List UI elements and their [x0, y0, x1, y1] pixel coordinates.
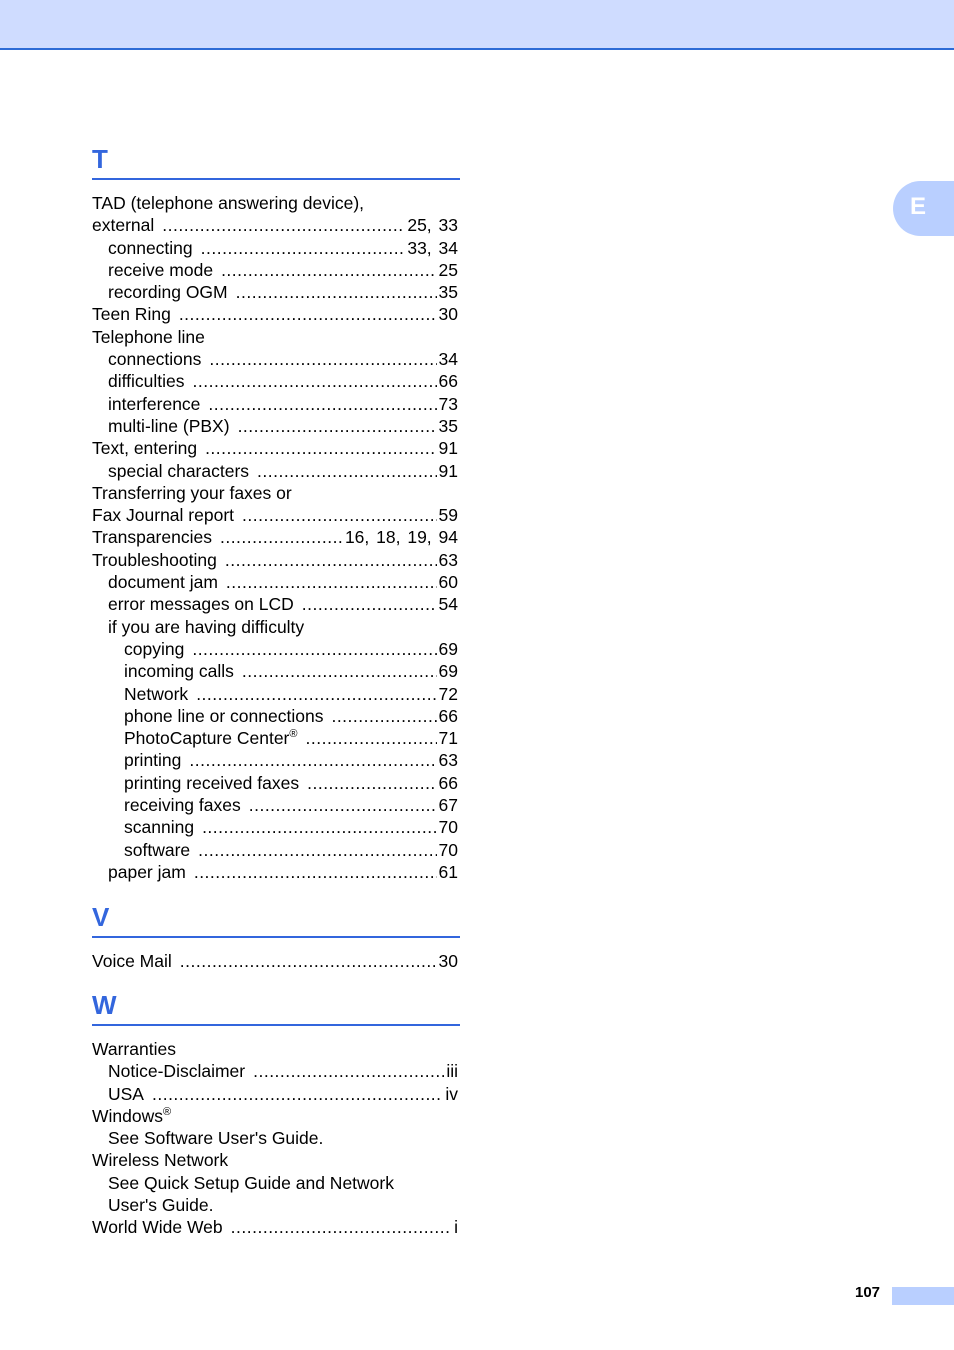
dot-leader: [179, 303, 437, 325]
entry-term-text: special characters: [108, 460, 250, 481]
entry-page-ref[interactable]: iv: [445, 1083, 458, 1104]
entry-term-text: Wireless Network: [92, 1150, 229, 1171]
page-number: 107: [855, 1284, 881, 1301]
dot-leader: [236, 281, 437, 303]
dot-leader: [242, 504, 437, 526]
entry-term-text: PhotoCapture Center: [124, 728, 290, 749]
index-entry: [92, 1038, 458, 1060]
entry-term-text: paper jam: [108, 861, 186, 882]
dot-leader: [238, 415, 437, 437]
footer-band: [892, 1287, 954, 1305]
entry-term: [108, 1194, 213, 1216]
section-letter: W: [92, 990, 117, 1020]
entry-term: [124, 683, 188, 705]
entry-page-ref[interactable]: i: [454, 1217, 458, 1238]
entry-page-ref[interactable]: 60: [438, 572, 458, 593]
entry-term-text: Warranties: [92, 1039, 176, 1059]
index-entry: [92, 370, 458, 392]
section-letter: T: [92, 144, 108, 174]
entry-term-text: USA: [108, 1083, 144, 1104]
entry-term: [92, 437, 197, 459]
entry-term: [92, 504, 234, 526]
entry-term-text: if you are having difficulty: [108, 616, 305, 637]
index-entry: [92, 727, 458, 749]
section-divider: [92, 178, 460, 180]
entry-term-text: recording OGM: [108, 282, 228, 303]
entry-term-text: incoming calls: [124, 661, 234, 682]
entry-term: [108, 393, 200, 415]
index-entry: [92, 1127, 458, 1149]
entry-page-ref[interactable]: 30: [438, 951, 458, 971]
dot-leader: [225, 549, 437, 571]
entry-term-text: World Wide Web: [92, 1217, 223, 1238]
index-entry: [92, 214, 458, 236]
entry-term: [108, 1060, 245, 1082]
entry-term: [92, 303, 171, 325]
dot-leader: [257, 460, 436, 482]
entry-term-text: interference: [108, 393, 201, 414]
dot-leader: [226, 571, 437, 593]
index-section-t: [92, 144, 460, 883]
entry-term: [108, 593, 294, 615]
entry-page-ref[interactable]: 66: [438, 371, 458, 392]
entry-page-ref[interactable]: 69: [438, 638, 458, 659]
entry-term: [124, 839, 190, 861]
section-entries: [92, 1038, 460, 1239]
entry-term: [124, 749, 181, 771]
dot-leader: [193, 370, 437, 392]
entry-term: [108, 237, 193, 259]
entry-page-ref[interactable]: iii: [446, 1061, 458, 1082]
entry-term: [92, 526, 212, 548]
entry-term-text: error messages on LCD: [108, 594, 294, 615]
index-entry: [92, 772, 458, 794]
entry-term-text: phone line or connections: [124, 705, 324, 726]
index-entry: [92, 816, 458, 838]
entry-term-text: scanning: [124, 817, 195, 838]
entry-term-text: connecting: [108, 237, 193, 258]
entry-term-text: connections: [108, 349, 202, 370]
dot-leader: [198, 839, 436, 861]
entry-page-ref[interactable]: 73: [438, 393, 458, 414]
index-entry: [92, 705, 458, 727]
entry-term-text: Troubleshooting: [92, 549, 217, 570]
dot-leader: [189, 749, 436, 771]
dot-leader: [152, 1083, 443, 1105]
entry-term-text: external: [92, 215, 155, 236]
index-entry: [92, 593, 458, 615]
dot-leader: [209, 348, 436, 370]
entry-term-text: Teen Ring: [92, 304, 171, 325]
index-entry: [92, 950, 458, 972]
entry-term: [108, 348, 201, 370]
index-entry: [92, 237, 458, 259]
entry-page-ref[interactable]: 54: [438, 594, 458, 615]
entry-term: [92, 214, 154, 236]
index-entry: [92, 549, 458, 571]
index-entry: [92, 794, 458, 816]
index-entry: [92, 1172, 458, 1194]
entry-page-ref[interactable]: 67: [438, 795, 458, 816]
index-entry: [92, 348, 458, 370]
chapter-tab[interactable]: [893, 181, 954, 236]
dot-leader: [302, 593, 437, 615]
entry-page-ref[interactable]: 35: [438, 282, 458, 303]
entry-term-text: Notice-Disclaimer: [108, 1061, 246, 1082]
entry-term: [108, 460, 249, 482]
entry-term-text: receiving faxes: [124, 795, 241, 816]
entry-term: [92, 326, 205, 348]
entry-term: [92, 482, 292, 504]
dot-leader: [220, 526, 343, 548]
dot-leader: [231, 1216, 452, 1238]
index-entry: [92, 1216, 458, 1238]
entry-term-text: Transparencies: [92, 527, 212, 548]
chapter-tab-letter: E: [910, 193, 927, 220]
entry-term-text: document jam: [108, 572, 218, 593]
entry-page-ref[interactable]: 25, 33: [407, 215, 458, 236]
entry-term: [92, 1216, 223, 1238]
dot-leader: [242, 660, 437, 682]
dot-leader: [196, 683, 436, 705]
section-divider: [92, 1024, 460, 1026]
index-entry: [92, 393, 458, 415]
entry-term: [108, 616, 304, 638]
entry-page-ref[interactable]: 63: [438, 549, 458, 570]
index-entry: [92, 504, 458, 526]
index-entry: [92, 1149, 458, 1171]
entry-term-text: Windows: [92, 1105, 163, 1126]
entry-page-ref[interactable]: 69: [438, 661, 458, 682]
dot-leader: [221, 259, 436, 281]
entry-page-ref[interactable]: 91: [438, 438, 458, 459]
index-entry: [92, 1194, 458, 1216]
entry-page-ref[interactable]: 34: [438, 349, 458, 370]
entry-term: [124, 705, 323, 727]
entry-page-ref[interactable]: 70: [438, 839, 458, 860]
entry-page-ref[interactable]: 63: [438, 750, 458, 771]
entry-page-ref[interactable]: 66: [438, 705, 458, 726]
index-entry: [92, 749, 458, 771]
entry-term: [108, 415, 230, 437]
entry-term: [92, 1038, 176, 1060]
entry-term: [108, 861, 186, 883]
entry-term-text: See Quick Setup Guide and Network: [108, 1172, 394, 1193]
index-entry: [92, 192, 458, 214]
entry-term-text: TAD (telephone answering device),: [92, 193, 365, 213]
registered-mark: ®: [163, 1106, 172, 1119]
entry-term-text: printing received faxes: [124, 772, 300, 793]
entry-term-text: User's Guide.: [108, 1195, 214, 1216]
entry-term: [124, 660, 234, 682]
entry-term: [108, 571, 218, 593]
entry-page-ref[interactable]: 72: [438, 683, 458, 704]
dot-leader: [202, 816, 436, 838]
entry-page-ref[interactable]: 33, 34: [407, 237, 458, 258]
entry-term: [108, 1172, 394, 1194]
section-entries: [92, 950, 460, 972]
entry-page-ref[interactable]: 91: [438, 460, 458, 481]
entry-term: [124, 638, 184, 660]
index-entry: [92, 437, 458, 459]
dot-leader: [194, 861, 437, 883]
index-entry: [92, 303, 458, 325]
dot-leader: [180, 950, 437, 972]
index-entry: [92, 683, 458, 705]
entry-page-ref[interactable]: 59: [438, 505, 458, 526]
entry-term: [108, 370, 185, 392]
entry-term-text: software: [124, 839, 191, 860]
dot-leader: [162, 214, 405, 236]
section-divider: [92, 936, 460, 938]
index-entry: [92, 1060, 458, 1082]
entry-term-text: difficulties: [108, 371, 185, 392]
dot-leader: [192, 638, 436, 660]
entry-term: [92, 1105, 171, 1127]
dot-leader: [201, 237, 406, 259]
entry-term: [108, 1083, 144, 1105]
entry-term: [92, 192, 364, 214]
entry-page-ref[interactable]: 66: [438, 772, 458, 793]
entry-term-text: Voice Mail: [92, 951, 172, 971]
index-entry: [92, 839, 458, 861]
entry-page-ref[interactable]: 61: [438, 861, 458, 882]
index-entry: [92, 526, 458, 548]
entry-page-ref[interactable]: 70: [438, 817, 458, 838]
entry-term-text: copying: [124, 638, 185, 659]
entry-page-ref[interactable]: 25: [438, 259, 458, 280]
index-entry: [92, 415, 458, 437]
entry-term-text: Text, entering: [92, 438, 198, 459]
entry-term: [108, 281, 228, 303]
dot-leader: [331, 705, 436, 727]
section-entries: [92, 192, 460, 883]
entry-page-ref[interactable]: 30: [438, 304, 458, 325]
index-entry: [92, 616, 458, 638]
registered-mark: ®: [289, 728, 298, 741]
dot-leader: [205, 437, 436, 459]
dot-leader: [253, 1060, 444, 1082]
entry-term: [108, 1127, 323, 1149]
entry-term: [92, 950, 172, 972]
entry-page-ref[interactable]: 35: [438, 415, 458, 436]
entry-term-text: printing: [124, 750, 182, 771]
header-band: [0, 0, 954, 50]
index-entry: [92, 259, 458, 281]
entry-term: [124, 727, 298, 749]
section-letter: V: [92, 902, 110, 932]
index-entry: [92, 281, 458, 303]
entry-term: [124, 816, 194, 838]
entry-term-text: Telephone line: [92, 326, 205, 347]
index-entry: [92, 482, 458, 504]
index-entry: [92, 571, 458, 593]
index-entry: [92, 460, 458, 482]
entry-page-ref[interactable]: 16, 18, 19, 94: [344, 527, 458, 548]
entry-term-text: Network: [124, 683, 189, 704]
index-entry: [92, 1083, 458, 1105]
entry-term-text: Transferring your faxes or: [92, 482, 292, 503]
index-entry: [92, 861, 458, 883]
index-section-v: [92, 902, 460, 972]
entry-term-text: Fax Journal report: [92, 505, 235, 526]
index-entry: [92, 1105, 458, 1127]
entry-term-text: See Software User's Guide.: [108, 1128, 324, 1149]
entry-term: [124, 772, 299, 794]
index-entry: [92, 660, 458, 682]
entry-page-ref[interactable]: 71: [438, 728, 458, 749]
dot-leader: [307, 772, 436, 794]
entry-term: [92, 1149, 228, 1171]
dot-leader: [208, 393, 436, 415]
entry-term-text: multi-line (PBX): [108, 415, 230, 436]
dot-leader: [249, 794, 437, 816]
entry-term: [108, 259, 213, 281]
dot-leader: [306, 727, 437, 749]
entry-term-text: receive mode: [108, 259, 214, 280]
entry-term: [124, 794, 241, 816]
index-entry: [92, 326, 458, 348]
entry-term: [92, 549, 217, 571]
index-section-w: [92, 990, 460, 1239]
index-entry: [92, 638, 458, 660]
